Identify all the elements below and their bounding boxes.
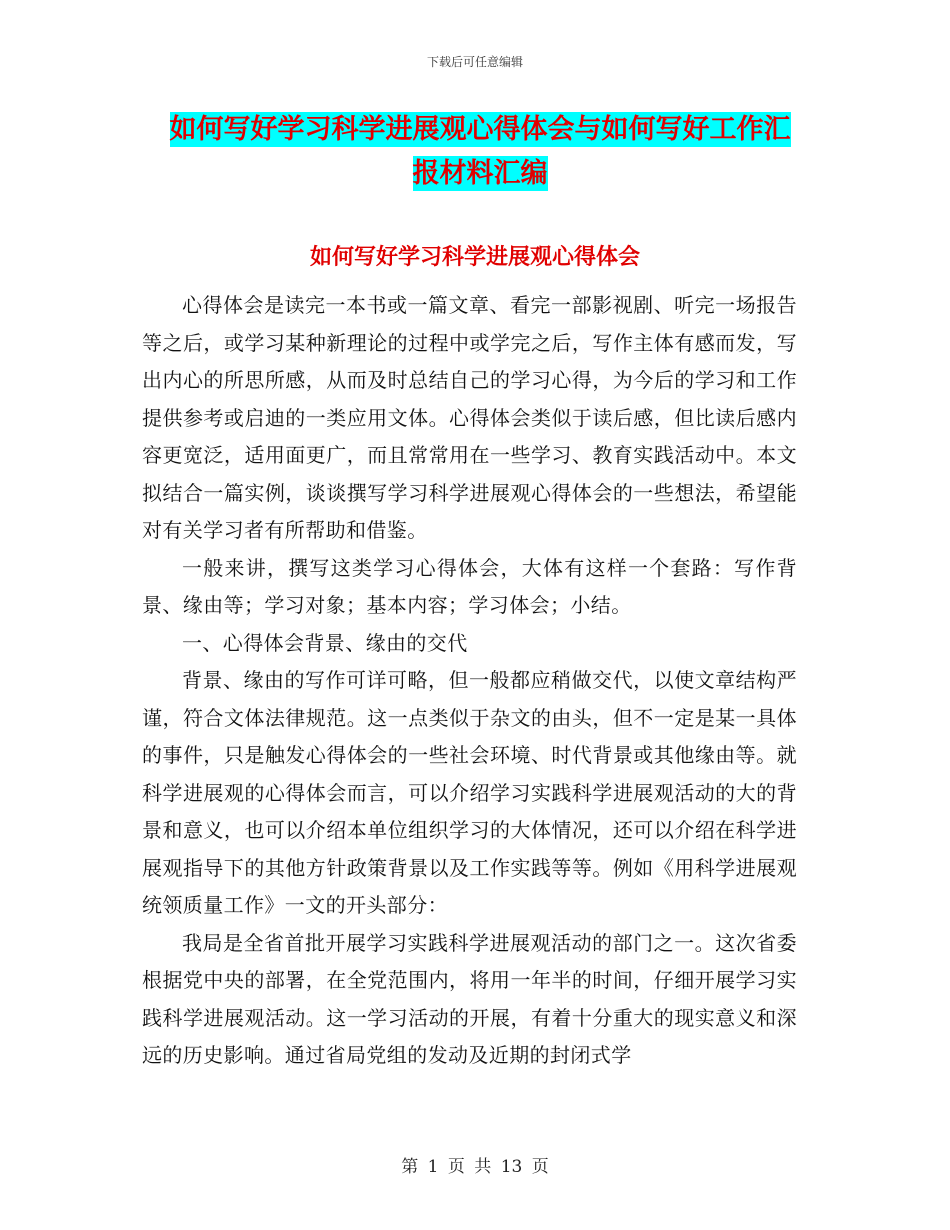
paragraph: 一般来讲，撰写这类学习心得体会，大体有这样一个套路：写作背景、缘由等；学习对象；基本内容；学习体会；小结。 [142, 555, 797, 617]
title-highlight: 报材料汇编 [412, 158, 548, 189]
paragraph: 我局是全省首批开展学习实践科学进展观活动的部门之一。这次省委根据党中央的部署，在全党范围内，将用一年半的时间，仔细开展学习实践科学进展观活动。这一学习活动的开展，有着十分重大的现实意义和深远的历史影响。通过省局党组的发动及近期的封闭式学 [142, 930, 797, 1067]
paragraph: 心得体会是读完一本书或一篇文章、看完一部影视剧、听完一场报告等之后，或学习某种新理论的过程中或学完之后，写作主体有感而发，写出内心的所思所感，从而及时总结自己的学习心得，为今后的学习和工作提供参考或启迪的一类应用文体。心得体会类似于读后感，但比读后感内容更宽泛，适用面更广，而且常常用在一些学习、教育实践活动中。本文拟结合一篇实例，谈谈撰写学习科学进展观心得体会的一些想法，希望能对有关学习者有所帮助和借鉴。 [142, 293, 797, 542]
section-title: 如何写好学习科学进展观心得体会 [309, 244, 640, 270]
page-footer: 第 1 页 共 13 页 [401, 1157, 549, 1177]
document-title-line-2 [140, 148, 820, 200]
paragraph: 一、心得体会背景、缘由的交代 [182, 630, 468, 655]
paragraph: 背景、缘由的写作可详可略，但一般都应稍做交代，以使文章结构严谨，符合文体法律规范。这一点类似于杂文的由头，但不一定是某一具体的事件，只是触发心得体会的一些社会环境、时代背景或其他缘由等。就科学进展观的心得体会而言，可以介绍学习实践科学进展观活动的大的背景和意义，也可以介绍本单位组织学习的大体情况，还可以介绍在科学进展观指导下的其他方针政策背景以及工作实践等等。例如《用科学进展观统领质量工作》一文的开头部分： [142, 668, 797, 917]
header-note: 下载后可任意编辑 [426, 55, 523, 69]
title-highlight: 如何写好学习科学进展观心得体会与如何写好工作汇 [169, 114, 791, 145]
document-body [142, 287, 797, 1075]
